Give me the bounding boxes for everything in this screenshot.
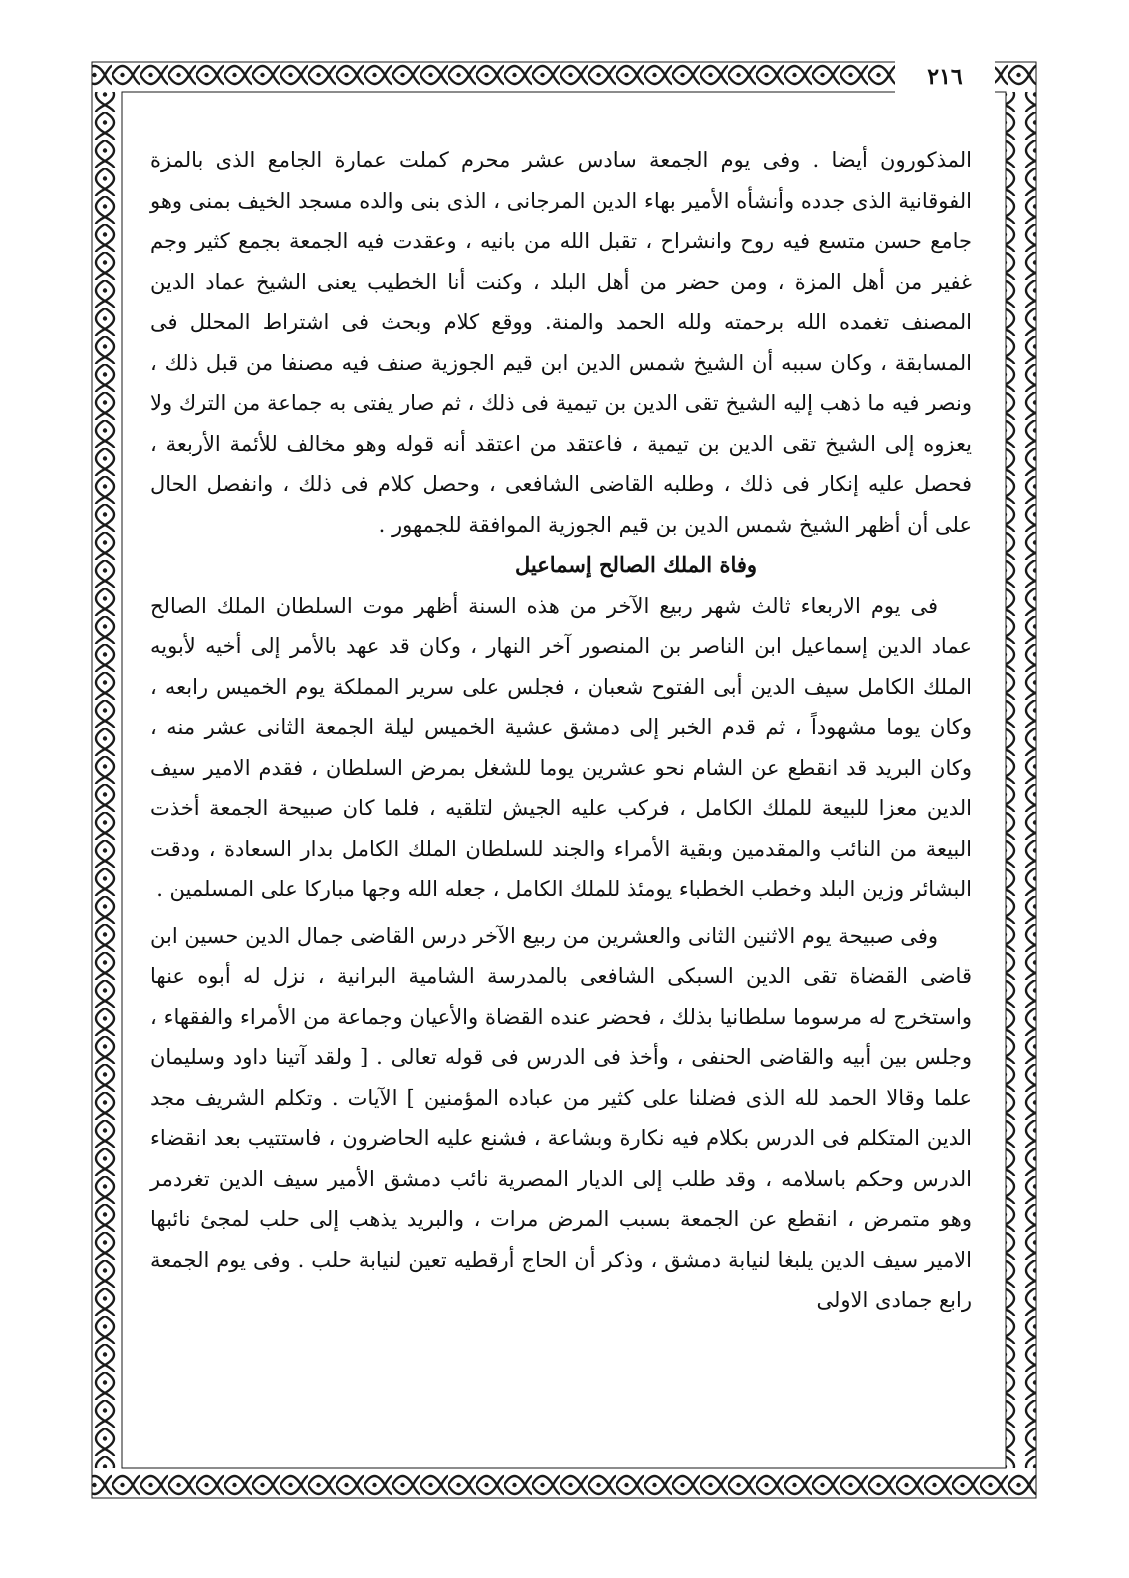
section-heading: وفاة الملك الصالح إسماعيل [514,552,758,577]
paragraph-3: وفى صبيحة يوم الاثنين الثانى والعشرين من ربيع الآخر درس القاضى جمال الدين حسين ابن قاضى القضاة تقى الدين السبكى الشافعى بالمدرسة الشامية البرانية ، نزل له أبوه عنها واستخرج له مرسوما سلطانيا بذلك ، فحضر عنده القضاة والأعيان وجماعة من الأمراء والفقهاء ، وجلس بين أبيه والقاضى الحنفى ، وأخذ فى الدرس فى قوله تعالى . [ ولقد آتينا داود وسليمان علما وقالا الحمد لله الذى فضلنا على كثير من عباده المؤمنين ] الآيات . وتكلم الشريف مجد الدين المتكلم فى الدرس بكلام فيه نكارة وبشاعة ، فشنع عليه الحاضرون ، فاستتيب بعد انقضاء الدرس وحكم باسلامه ، وقد طلب إلى الديار المصرية نائب دمشق الأمير سيف الدين تغردمر وهو متمرض ، انقطع عن الجمعة بسبب المرض مرات ، والبريد يذهب إلى حلب لمجئ نائبها الامير سيف الدين يلبغا لنيابة دمشق ، وذكر أن الحاج أرقطيه تعين لنيابة حلب . وفى يوم الجمعة رابع جمادى الاولى [150,923,972,1312]
paragraph-1: المذكورون أيضا . وفى يوم الجمعة سادس عشر محرم كملت عمارة الجامع الذى بالمزة الفوقانية الذى جدده وأنشأه الأمير بهاء الدين المرجانى ، الذى بنى والده مسجد الخيف بمنى وهو جامع حسن متسع فيه روح وانشراح ، تقبل الله من بانيه ، وعقدت فيه الجمعة بجمع كثير وجم غفير من أهل المزة ، ومن حضر من أهل البلد ، وكنت أنا الخطيب يعنى الشيخ عماد الدين المصنف تغمده الله برحمته ولله الحمد والمنة. ووقع كلام وبحث فى اشتراط المحلل فى المسابقة ، وكان سببه أن الشيخ شمس الدين ابن قيم الجوزية صنف فيه مصنفا من قبل ذلك ، ونصر فيه ما ذهب إليه الشيخ تقى الدين بن تيمية فى ذلك ، ثم صار يفتى به جماعة من الترك ولا يعزوه إلى الشيخ تقى الدين بن تيمية ، فاعتقد من اعتقد أنه قوله وهو مخالف للأئمة الأربعة ، فحصل عليه إنكار فى ذلك ، وطلبه القاضى الشافعى ، وحصل كلام فى ذلك ، وانفصل الحال على أن أظهر الشيخ شمس الدين بن قيم الجوزية الموافقة للجمهور . [150,148,972,537]
page-number: ٢١٦ [895,60,995,94]
paragraph-2: فى يوم الاربعاء ثالث شهر ربيع الآخر من هذه السنة أظهر موت السلطان الملك الصالح عماد الدين إسماعيل ابن الناصر بن المنصور آخر النهار ، وكان قد عهد بالأمر إلى أخيه لأبويه الملك الكامل سيف الدين أبى الفتوح شعبان ، فجلس على سرير المملكة يوم الخميس رابعه ، وكان يوما مشهوداً ، ثم قدم الخبر إلى دمشق عشية الخميس ليلة الجمعة الثانى عشر منه ، وكان البريد قد انقطع عن الشام نحو عشرين يوما للشغل بمرض السلطان ، فقدم الامير سيف الدين معزا للبيعة للملك الكامل ، فركب عليه الجيش لتلقيه ، فلما كان صبيحة الجمعة أخذت البيعة من النائب والمقدمين وبقية الأمراء والجند للسلطان الملك الكامل بدار السعادة ، ودقت البشائر وزين البلد وخطب الخطباء يومئذ للملك الكامل ، جعله الله وجها مباركا على المسلمين . [150,593,972,901]
body-text [150,140,972,1321]
